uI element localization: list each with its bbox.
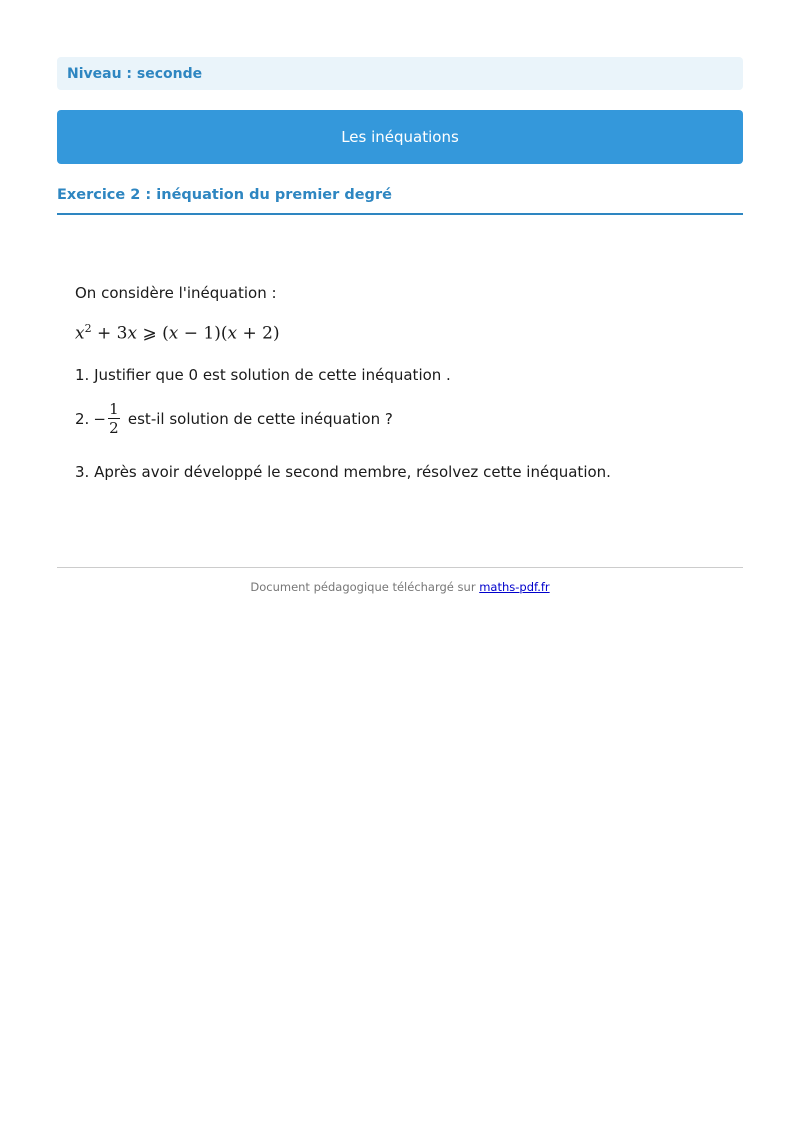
fraction-denominator: 2 <box>109 419 119 437</box>
inequation-formula <box>75 322 280 344</box>
formula-var: x <box>168 323 179 344</box>
fraction-numerator: 1 <box>109 400 119 418</box>
exercise-intro: On considère l'inéquation : <box>75 284 277 302</box>
footer-text: Document pédagogique téléchargé sur <box>250 580 480 594</box>
question-1: 1. Justifier que 0 est solution de cette inéquation . <box>75 366 451 384</box>
formula-var: x <box>127 323 138 344</box>
question-2-text: est-il solution de cette inéquation ? <box>127 409 393 428</box>
footer-divider <box>57 567 743 568</box>
formula-var: x <box>227 323 238 344</box>
question-2-number: 2. <box>75 409 90 428</box>
footer <box>57 580 743 594</box>
exercise-heading: Exercice 2 : inéquation du premier degré <box>57 184 743 215</box>
level-label: Niveau : seconde <box>57 57 743 90</box>
question-3: 3. Après avoir développé le second membre, résolvez cette inéquation. <box>75 463 611 481</box>
page-title: Les inéquations <box>341 128 459 146</box>
formula-part: − 1)( <box>178 323 228 344</box>
formula-var: x <box>75 323 85 344</box>
formula-exponent: 2 <box>84 322 92 335</box>
title-banner <box>57 110 743 164</box>
formula-part: + 3 <box>91 323 128 344</box>
formula-part: + 2) <box>237 323 280 344</box>
formula-relation: ⩾ ( <box>137 323 169 344</box>
footer-link[interactable]: maths-pdf.fr <box>479 580 550 594</box>
question-2 <box>75 400 393 437</box>
fraction <box>108 400 120 437</box>
minus-sign: − <box>93 409 106 428</box>
